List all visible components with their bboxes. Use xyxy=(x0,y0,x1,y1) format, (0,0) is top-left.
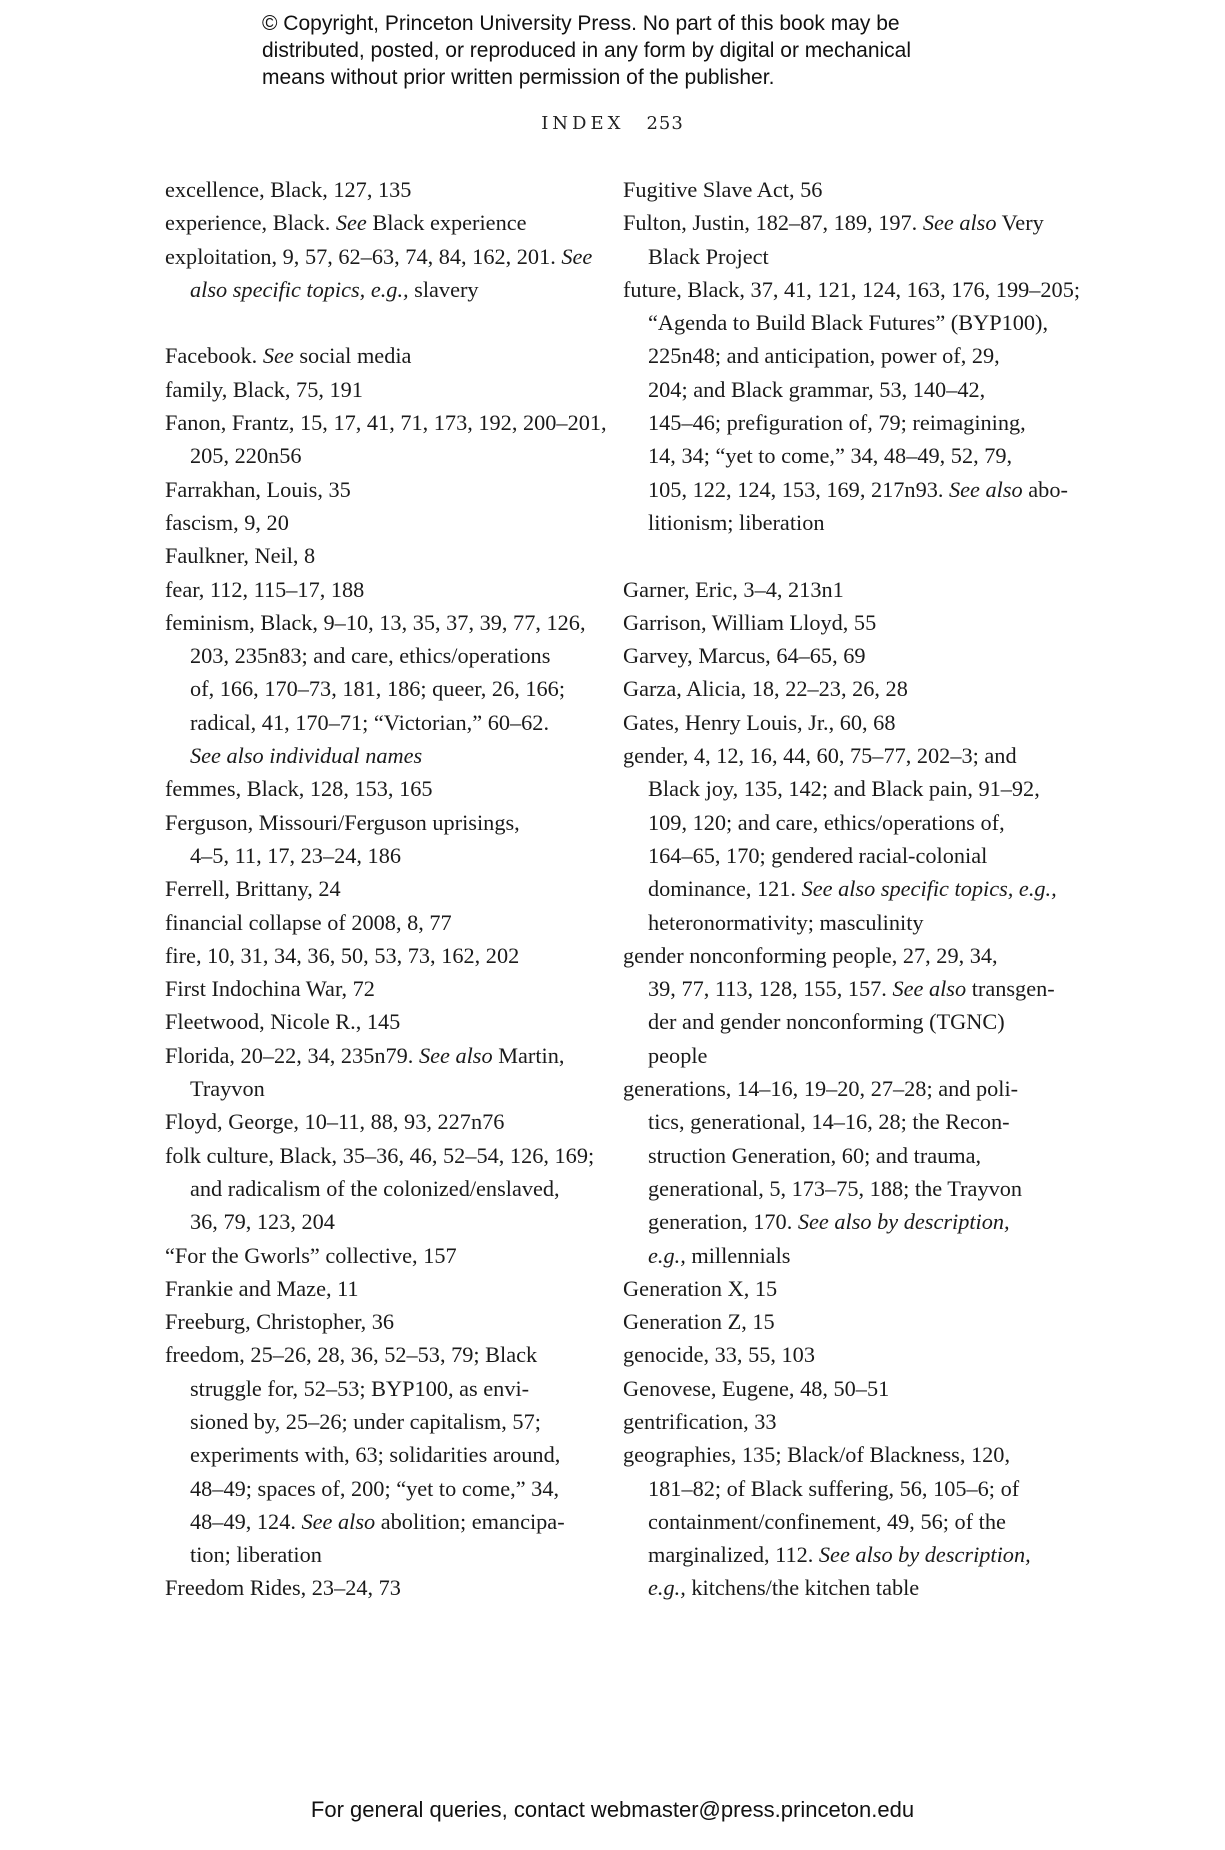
index-text: feminism, Black, 9–10, 13, 35, 37, 39, 77, 126, xyxy=(165,609,586,635)
index-entry-line xyxy=(165,1005,585,1038)
index-entry xyxy=(165,772,585,805)
index-entry-line xyxy=(623,1205,1063,1238)
index-entry xyxy=(623,639,1063,672)
index-entry-line xyxy=(165,173,585,206)
index-entry-line xyxy=(165,706,585,739)
index-text: litionism; liberation xyxy=(648,509,825,535)
index-entry-line xyxy=(165,373,585,406)
index-cross-reference: See also xyxy=(949,476,1023,502)
index-entry-line xyxy=(623,972,1063,1005)
index-text: Frankie and Maze, 11 xyxy=(165,1275,359,1301)
index-text: Black joy, 135, 142; and Black pain, 91–92, xyxy=(648,776,1040,802)
index-text: Fanon, Frantz, 15, 17, 41, 71, 173, 192, 200–201, xyxy=(165,410,607,436)
index-entry xyxy=(165,1139,595,1239)
index-entry xyxy=(165,339,585,372)
index-entry xyxy=(165,872,585,905)
index-entry-line xyxy=(623,739,1063,772)
index-entry-line xyxy=(165,1305,585,1338)
copyright-line: distributed, posted, or reproduced in any form by digital or mechanical xyxy=(262,39,912,62)
index-entry-line xyxy=(623,439,1063,472)
running-head-label: INDEX xyxy=(541,113,625,134)
index-entry xyxy=(165,806,585,873)
index-entry-line xyxy=(623,906,1063,939)
index-text: 4–5, 11, 17, 23–24, 186 xyxy=(190,842,401,868)
index-text: people xyxy=(648,1042,708,1068)
index-entry-line xyxy=(623,1005,1063,1038)
index-text: generations, 14–16, 19–20, 27–28; and poli- xyxy=(623,1076,1019,1102)
index-entry-line xyxy=(623,1105,1063,1138)
index-text: 204; and Black grammar, 53, 140–42, xyxy=(648,376,986,402)
index-entry-line xyxy=(623,839,1063,872)
index-cross-reference: See xyxy=(561,243,593,269)
index-entry xyxy=(623,1338,1063,1371)
index-text: sioned by, 25–26; under capitalism, 57; xyxy=(190,1408,541,1434)
index-text: slavery xyxy=(408,276,479,302)
index-cross-reference: See also by description, xyxy=(818,1542,1031,1568)
index-entry-line xyxy=(623,1571,1063,1604)
index-text: millennials xyxy=(685,1242,791,1268)
index-entry-line xyxy=(623,1438,1063,1471)
index-entry-line xyxy=(623,606,1063,639)
index-entry-line xyxy=(165,972,585,1005)
index-entry xyxy=(165,972,585,1005)
index-entry-line xyxy=(165,1372,585,1405)
index-entry-line xyxy=(623,1172,1063,1205)
index-entry-line xyxy=(165,1105,585,1138)
index-entry xyxy=(165,473,585,506)
index-entry xyxy=(165,406,607,473)
index-cross-reference: See also individual names xyxy=(190,743,423,769)
index-text: folk culture, Black, 35–36, 46, 52–54, 126, 169; xyxy=(165,1142,595,1168)
index-entry-line xyxy=(165,1571,585,1604)
index-entry-line xyxy=(623,806,1063,839)
index-cross-reference: e.g., xyxy=(648,1575,686,1601)
index-entry-line xyxy=(165,406,607,439)
index-text: containment/confinement, 49, 56; of the xyxy=(648,1508,1006,1534)
index-entry-line xyxy=(623,639,1063,672)
index-text: Florida, 20–22, 34, 235n79. xyxy=(165,1042,419,1068)
index-entry xyxy=(623,706,1063,739)
index-text: Generation Z, 15 xyxy=(623,1309,775,1335)
footer-contact: For general queries, contact webmaster@press.princeton.edu xyxy=(310,1797,915,1822)
index-entry xyxy=(165,1039,585,1106)
index-entry xyxy=(623,1272,1063,1305)
index-cross-reference: See xyxy=(335,210,367,236)
index-entry-line xyxy=(623,1039,1063,1072)
index-entry-line xyxy=(165,606,585,639)
index-entry-line xyxy=(623,473,1068,506)
index-text: Gates, Henry Louis, Jr., 60, 68 xyxy=(623,709,896,735)
index-entry-line xyxy=(165,739,585,772)
index-text: Fulton, Justin, 182–87, 189, 197. xyxy=(623,210,923,236)
index-text: marginalized, 112. xyxy=(648,1542,819,1568)
index-entry-line xyxy=(623,1538,1063,1571)
index-cross-reference: See also by description, xyxy=(797,1209,1010,1235)
index-entry-line xyxy=(165,1239,585,1272)
index-text: Fugitive Slave Act, 56 xyxy=(623,177,823,202)
index-text: Trayvon xyxy=(190,1076,265,1102)
index-entry-line xyxy=(623,173,1063,206)
copyright-line: means without prior written permission of the publisher. xyxy=(262,66,775,89)
index-entry-line xyxy=(623,872,1063,905)
index-text: Freeburg, Christopher, 36 xyxy=(165,1309,395,1335)
index-entry-line xyxy=(623,939,1063,972)
index-text: 164–65, 170; gendered racial-colonial xyxy=(648,842,988,868)
index-text: 181–82; of Black suffering, 56, 105–6; of xyxy=(648,1475,1020,1501)
index-text: Garza, Alicia, 18, 22–23, 26, 28 xyxy=(623,676,908,702)
index-entry-line xyxy=(165,906,585,939)
index-text: Generation X, 15 xyxy=(623,1275,778,1301)
index-text: geographies, 135; Black/of Blackness, 120, xyxy=(623,1442,1011,1468)
index-entry-line xyxy=(165,639,585,672)
index-entry-line xyxy=(623,1239,1063,1272)
index-entry-line xyxy=(165,1505,585,1538)
index-text: 39, 77, 113, 128, 155, 157. xyxy=(648,976,893,1002)
index-cross-reference: See xyxy=(262,343,294,369)
index-text: heteronormativity; masculinity xyxy=(648,909,924,935)
index-entry-line xyxy=(165,839,585,872)
index-text: experience, Black. xyxy=(165,210,336,236)
index-entry xyxy=(165,173,585,206)
index-cross-reference: See also xyxy=(301,1508,376,1534)
index-entry xyxy=(623,1305,1063,1338)
index-text: “For the Gworls” collective, 157 xyxy=(165,1242,457,1268)
index-text: tion; liberation xyxy=(190,1542,322,1568)
index-entry xyxy=(165,906,585,939)
index-entry-line xyxy=(165,1072,585,1105)
index-text: generational, 5, 173–75, 188; the Trayvon xyxy=(648,1175,1023,1201)
index-text: 205, 220n56 xyxy=(190,443,302,469)
index-entry-line xyxy=(623,1338,1063,1371)
index-text: fear, 112, 115–17, 188 xyxy=(165,576,365,602)
copyright-line: © Copyright, Princeton University Press. No part of this book may be xyxy=(262,12,900,35)
index-entry-line xyxy=(623,1272,1063,1305)
index-entry-line xyxy=(623,206,1063,239)
index-entry-line xyxy=(623,1305,1063,1338)
index-entry-line xyxy=(623,772,1063,805)
index-text: Garvey, Marcus, 64–65, 69 xyxy=(623,643,866,669)
index-text: genocide, 33, 55, 103 xyxy=(623,1342,815,1368)
index-entry-line xyxy=(623,573,1063,606)
index-entry-line xyxy=(165,240,593,273)
index-entry xyxy=(165,240,593,307)
index-entry-line xyxy=(165,1338,585,1371)
index-text: 145–46; prefiguration of, 79; reimagining, xyxy=(648,410,1026,436)
index-text: financial collapse of 2008, 8, 77 xyxy=(165,909,452,935)
index-entry xyxy=(165,1272,585,1305)
index-text: Garrison, William Lloyd, 55 xyxy=(623,609,877,635)
index-text: transgen- xyxy=(966,976,1055,1002)
index-entry-line xyxy=(165,439,585,472)
index-cross-reference: See also xyxy=(922,210,997,236)
index-entry-line xyxy=(623,273,1081,306)
index-entry-line xyxy=(623,1505,1063,1538)
index-entry xyxy=(165,573,585,606)
index-text: future, Black, 37, 41, 121, 124, 163, 176, 199–205; xyxy=(623,276,1081,302)
index-text: Fleetwood, Nicole R., 145 xyxy=(165,1009,401,1035)
index-entry xyxy=(165,606,585,772)
running-head xyxy=(0,113,1225,134)
index-text: and radicalism of the colonized/enslaved, xyxy=(190,1175,560,1201)
index-text: “Agenda to Build Black Futures” (BYP100), xyxy=(648,310,1049,336)
index-entry xyxy=(165,1305,585,1338)
index-text: dominance, 121. xyxy=(648,876,802,902)
index-cross-reference: also specific topics, e.g., xyxy=(190,276,409,302)
index-text: 105, 122, 124, 153, 169, 217n93. xyxy=(648,476,950,502)
index-text: der and gender nonconforming (TGNC) xyxy=(648,1009,1005,1035)
index-entry xyxy=(623,1072,1063,1272)
index-text: fire, 10, 31, 34, 36, 50, 53, 73, 162, 202 xyxy=(165,942,520,968)
index-text: fascism, 9, 20 xyxy=(165,509,289,535)
index-entry-line xyxy=(165,872,585,905)
copyright-notice xyxy=(262,10,1022,91)
index-text: generation, 170. xyxy=(648,1209,798,1235)
index-text: social media xyxy=(293,343,412,369)
index-entry-line xyxy=(165,506,585,539)
index-entry xyxy=(623,173,1063,206)
index-text: excellence, Black, 127, 135 xyxy=(165,177,412,202)
index-entry xyxy=(165,206,585,239)
index-entry-line xyxy=(165,1472,585,1505)
index-entry-line xyxy=(165,273,585,306)
index-entry xyxy=(623,1405,1063,1438)
index-entry-line xyxy=(623,1372,1063,1405)
index-entry xyxy=(623,672,1063,705)
index-entry-line xyxy=(623,373,1063,406)
index-text: gentrification, 33 xyxy=(623,1408,777,1434)
index-entry xyxy=(165,939,585,972)
index-text: Garner, Eric, 3–4, 213n1 xyxy=(623,576,844,602)
index-text: struction Generation, 60; and trauma, xyxy=(648,1142,982,1168)
index-entry xyxy=(623,273,1081,539)
index-entry xyxy=(623,1372,1063,1405)
index-text: 109, 120; and care, ethics/operations of, xyxy=(648,809,1005,835)
index-entry-line xyxy=(623,339,1063,372)
index-column-left xyxy=(165,173,607,1605)
index-text: Black Project xyxy=(648,243,769,269)
index-text: 48–49, 124. xyxy=(190,1508,302,1534)
index-text: 14, 34; “yet to come,” 34, 48–49, 52, 79, xyxy=(648,443,1013,469)
index-text: experiments with, 63; solidarities around, xyxy=(190,1442,561,1468)
index-text: struggle for, 52–53; BYP100, as envi- xyxy=(190,1375,530,1401)
index-entry-line xyxy=(165,539,585,572)
index-entry-line xyxy=(623,672,1063,705)
index-entry-line xyxy=(165,473,585,506)
index-text: 48–49; spaces of, 200; “yet to come,” 34, xyxy=(190,1475,560,1501)
index-text: Freedom Rides, 23–24, 73 xyxy=(165,1575,401,1601)
index-entry xyxy=(623,206,1063,273)
index-entry xyxy=(623,573,1063,606)
index-text: 225n48; and anticipation, power of, 29, xyxy=(648,343,1000,369)
index-text: abolition; emancipa- xyxy=(375,1508,565,1534)
index-entry xyxy=(165,539,585,572)
index-entry-line xyxy=(165,772,585,805)
index-entry-line xyxy=(165,573,585,606)
index-entry-line xyxy=(165,339,585,372)
index-entry-line xyxy=(165,806,585,839)
index-text: Ferguson, Missouri/Ferguson uprisings, xyxy=(165,809,520,835)
index-text: Very xyxy=(996,210,1044,236)
index-text: Martin, xyxy=(492,1042,565,1068)
index-entry xyxy=(165,1571,585,1604)
index-entry xyxy=(165,1105,585,1138)
index-entry-line xyxy=(165,206,585,239)
index-text: freedom, 25–26, 28, 36, 52–53, 79; Black xyxy=(165,1342,538,1368)
index-entry-line xyxy=(165,1438,585,1471)
index-column-right xyxy=(623,173,1081,1605)
index-entry xyxy=(623,606,1063,639)
index-text: Faulkner, Neil, 8 xyxy=(165,543,316,569)
index-text: Genovese, Eugene, 48, 50–51 xyxy=(623,1375,890,1401)
index-text: 203, 235n83; and care, ethics/operations xyxy=(190,643,551,669)
index-text: 36, 79, 123, 204 xyxy=(190,1209,335,1235)
index-cross-reference: See also xyxy=(418,1042,493,1068)
index-entry-line xyxy=(623,1139,1063,1172)
index-cross-reference: e.g., xyxy=(648,1242,686,1268)
index-entry xyxy=(623,939,1063,1072)
index-text: kitchens/the kitchen table xyxy=(685,1575,920,1601)
index-text: Floyd, George, 10–11, 88, 93, 227n76 xyxy=(165,1109,505,1135)
index-entry xyxy=(165,1005,585,1038)
index-text: Farrakhan, Louis, 35 xyxy=(165,476,351,502)
index-text: tics, generational, 14–16, 28; the Recon- xyxy=(648,1109,1010,1135)
index-entry-line xyxy=(165,1205,585,1238)
index-entry-line xyxy=(623,1072,1063,1105)
index-text: First Indochina War, 72 xyxy=(165,976,375,1002)
index-text: Facebook. xyxy=(165,343,263,369)
index-entry-line xyxy=(165,1405,585,1438)
index-text: abo- xyxy=(1022,476,1068,502)
index-entry-line xyxy=(623,1472,1063,1505)
index-entry xyxy=(623,739,1063,939)
index-entry-line xyxy=(165,1039,585,1072)
index-text: radical, 41, 170–71; “Victorian,” 60–62. xyxy=(190,709,550,735)
index-text: Black experience xyxy=(366,210,527,236)
page-number: 253 xyxy=(646,113,684,134)
index-entry-line xyxy=(623,306,1063,339)
index-entry-line xyxy=(165,1139,595,1172)
index-text: femmes, Black, 128, 153, 165 xyxy=(165,776,433,802)
index-entry-line xyxy=(165,1272,585,1305)
index-entry-line xyxy=(165,1172,585,1205)
index-entry xyxy=(165,506,585,539)
index-entry xyxy=(165,1239,585,1272)
index-text: exploitation, 9, 57, 62–63, 74, 84, 162, 201. xyxy=(165,243,562,269)
index-entry-line xyxy=(623,240,1063,273)
index-text: gender, 4, 12, 16, 44, 60, 75–77, 202–3; and xyxy=(623,743,1017,769)
index-entry-line xyxy=(165,939,585,972)
index-entry-line xyxy=(165,672,585,705)
index-text: of, 166, 170–73, 181, 186; queer, 26, 166; xyxy=(190,676,566,702)
index-entry xyxy=(165,1338,585,1571)
index-entry xyxy=(623,1438,1063,1604)
index-entry-line xyxy=(623,1405,1063,1438)
index-entry-line xyxy=(623,506,1063,539)
index-text: family, Black, 75, 191 xyxy=(165,376,363,402)
index-entry-line xyxy=(623,406,1063,439)
index-text: gender nonconforming people, 27, 29, 34, xyxy=(623,942,998,968)
index-cross-reference: See also specific topics, e.g., xyxy=(801,876,1057,902)
index-cross-reference: See also xyxy=(892,976,967,1002)
index-entry xyxy=(165,373,585,406)
index-entry-line xyxy=(623,706,1063,739)
index-text: Ferrell, Brittany, 24 xyxy=(165,876,341,902)
index-entry-line xyxy=(165,1538,585,1571)
